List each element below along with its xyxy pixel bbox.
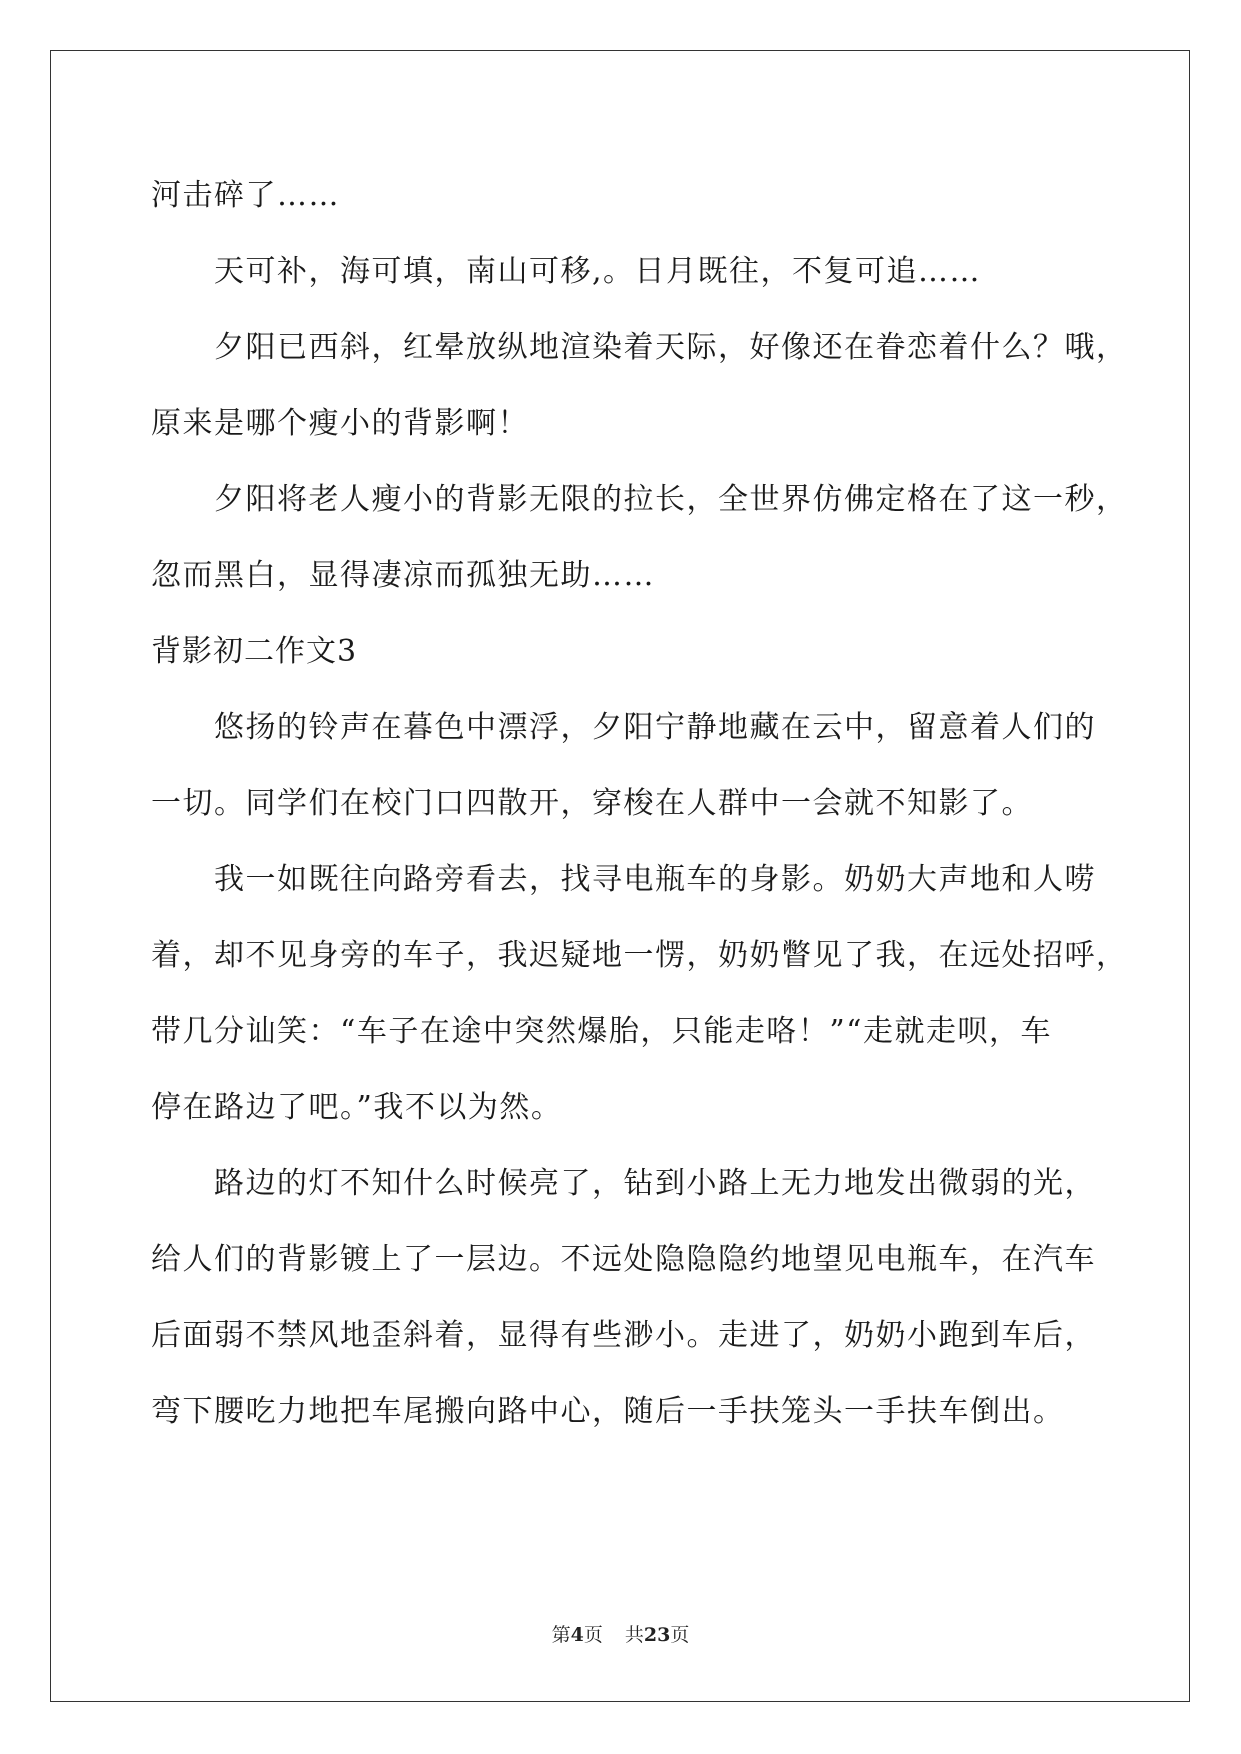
text-line: 弯下腰吃力地把车尾搬向路中心，随后一手扶笼头一手扶车倒出。 <box>151 1394 1065 1429</box>
document-body <box>151 158 1128 1450</box>
text-line: 着，却不见身旁的车子，我迟疑地一愣，奶奶瞥见了我，在远处招呼， <box>151 938 1128 973</box>
total-prefix: 共 <box>624 1624 644 1646</box>
section-heading: 背影初二作文3 <box>151 634 358 669</box>
text-line: 后面弱不禁风地歪斜着，显得有些渺小。走进了，奶奶小跑到车后， <box>151 1318 1096 1353</box>
total-suffix: 页 <box>670 1624 690 1646</box>
text-line: 停在路边了吧。”我不以为然。 <box>151 1090 563 1125</box>
text-line: 一切。同学们在校门口四散开，穿梭在人群中一会就不知影了。 <box>151 786 1033 821</box>
text-line: 悠扬的铃声在暮色中漂浮，夕阳宁静地藏在云中，留意着人们的 <box>214 710 1096 745</box>
text-line: 天可补，海可填，南山可移,。日月既往，不复可追…… <box>214 254 982 289</box>
text-line: 夕阳将老人瘦小的背影无限的拉长，全世界仿佛定格在了这一秒， <box>214 482 1128 517</box>
page-suffix: 页 <box>583 1624 603 1646</box>
text-line: 原来是哪个瘦小的背影啊！ <box>151 406 529 441</box>
text-line: 夕阳已西斜，红晕放纵地渲染着天际，好像还在眷恋着什么？哦， <box>214 330 1128 365</box>
text-line: 给人们的背影镀上了一层边。不远处隐隐隐约地望见电瓶车，在汽车 <box>151 1242 1096 1277</box>
text-line: 路边的灯不知什么时候亮了，钻到小路上无力地发出微弱的光， <box>214 1166 1096 1201</box>
text-line: 忽而黑白，显得凄凉而孤独无助…… <box>151 558 655 593</box>
text-line: 我一如既往向路旁看去，找寻电瓶车的身影。奶奶大声地和人唠 <box>214 862 1096 897</box>
page-number: 4 <box>570 1624 584 1646</box>
page-prefix: 第 <box>551 1624 571 1646</box>
text-line: 带几分讪笑：“车子在途中突然爆胎，只能走咯！”“走就走呗，车 <box>151 1014 1053 1049</box>
page-footer <box>0 1620 1241 1647</box>
text-line: 河击碎了…… <box>151 178 340 213</box>
total-pages: 23 <box>643 1624 671 1646</box>
